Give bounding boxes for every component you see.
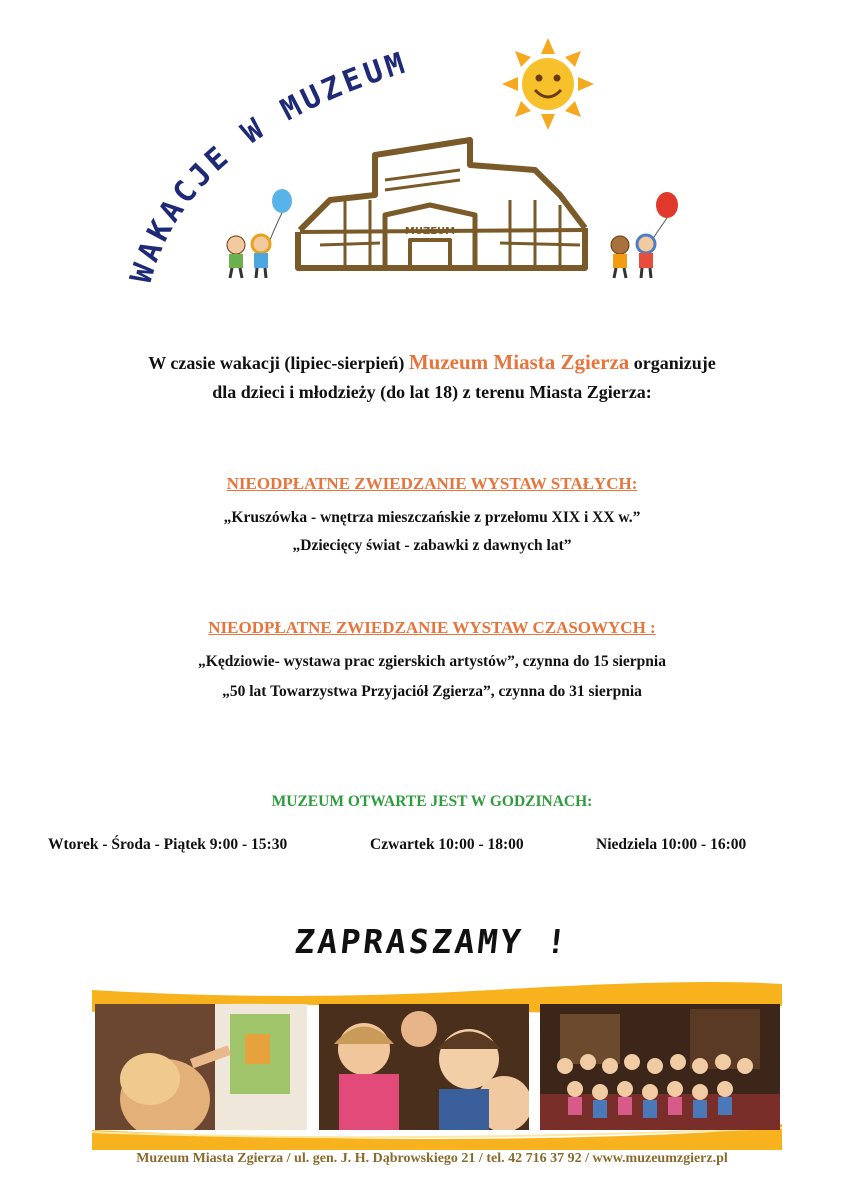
intro-line-2: dla dzieci i młodzieży (do lat 18) z terenu Miasta Zgierza: [212,382,652,402]
photo-class-group-art [540,1004,780,1130]
sun-icon [502,38,594,130]
temporary-item-1: „Kędziowie- wystawa prac zgierskich artystów”, czynna do 15 sierpnia [198,653,666,670]
photo-class-group [540,1004,780,1130]
photo-child-painting [95,1004,307,1130]
title-wakacje: WAKACJE W MUZEUM [123,45,413,288]
children-icon [227,235,270,278]
intro-line-1 [0,348,864,378]
permanent-item-1: „Kruszówka - wnętrza mieszczańskie z przełomu XIX i XX w.” [223,509,641,526]
balloon-icon [652,192,678,240]
intro-pre: W czasie wakacji (lipiec-sierpień) [148,353,409,373]
permanent-item-2: „Dziecięcy świat - zabawki z dawnych lat” [292,537,572,554]
hours-slot-3: Niedziela 10:00 - 16:00 [596,836,747,853]
temporary-item-2: „50 lat Towarzystwa Przyjaciół Zgierza”, czynna do 31 sierpnia [222,683,642,700]
museum-name: Muzeum Miasta Zgierza [408,350,630,374]
building-sign: MUZEUM [404,226,456,237]
balloon-icon [270,189,292,240]
intro-post: organizuje [629,353,716,373]
museum-building-icon [298,140,585,268]
hours-heading: MUZEUM OTWARTE JEST W GODZINACH: [271,793,593,810]
invite-heading: ZAPRASZAMY ! [292,922,572,961]
permanent-heading: NIEODPŁATNE ZWIEDZANIE WYSTAW STAŁYCH: [226,474,638,493]
intro-text [0,348,864,407]
photo-child-painting-art [95,1004,307,1130]
photo-children-group [319,1004,529,1130]
children-icon [611,235,655,278]
header-illustration [0,0,864,300]
photo-children-group-art [319,1004,529,1130]
hours-slot-1: Wtorek - Środa - Piątek 9:00 - 15:30 [48,836,288,853]
hours-slot-2: Czwartek 10:00 - 18:00 [370,836,524,853]
footer-contact: Muzeum Miasta Zgierza / ul. gen. J. H. Dąbrowskiego 21 / tel. 42 716 37 92 / www.muzeumzgierz.pl [136,1151,728,1166]
temporary-heading: NIEODPŁATNE ZWIEDZANIE WYSTAW CZASOWYCH : [208,618,656,637]
